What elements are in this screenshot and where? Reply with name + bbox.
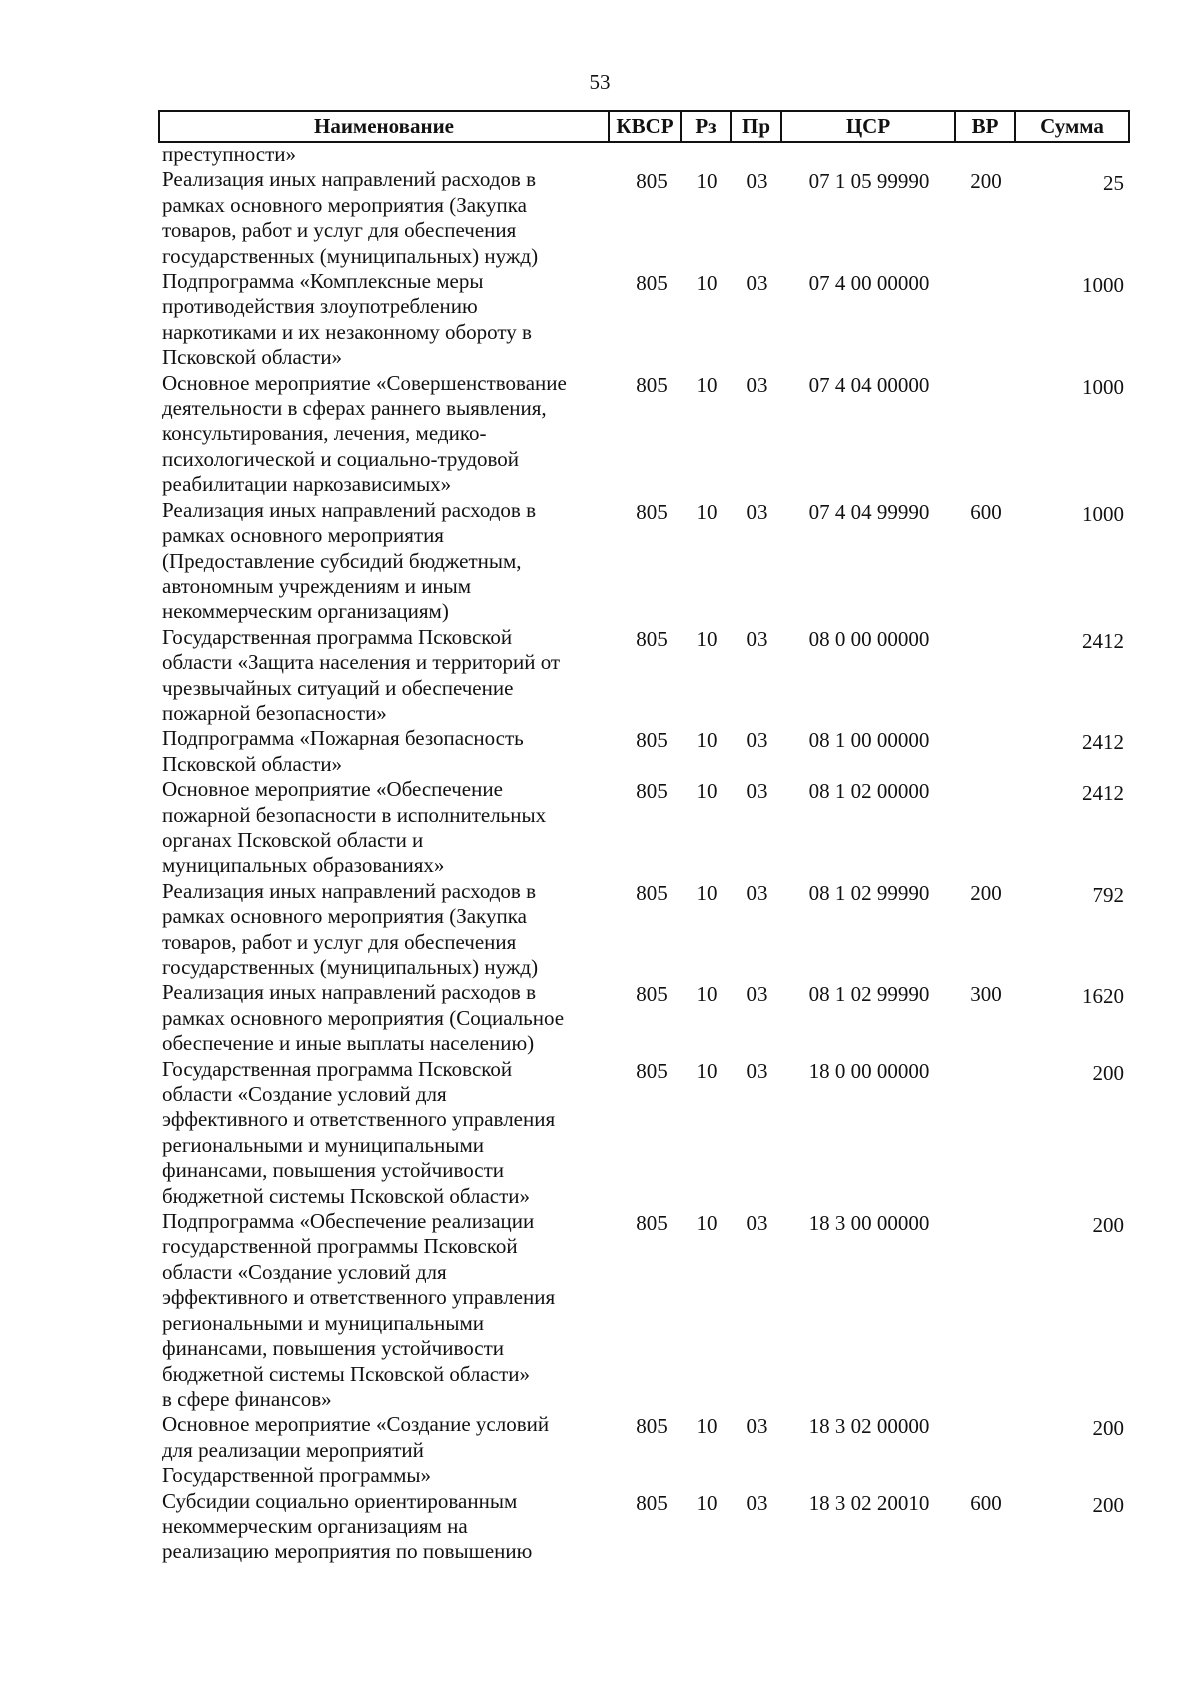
table-row (162, 167, 1122, 269)
row-rz: 10 (696, 1414, 718, 1439)
row-name: Субсидии социально ориентированным некоммерческим организациям на реализацию мероприятия по повышению (162, 1488, 533, 1564)
row-sum: 200 (1092, 1060, 1124, 1085)
row-kvsr: 805 (636, 372, 668, 397)
row-name: Подпрограмма «Пожарная безопасность Псковской области» (162, 726, 524, 776)
header-rz: Рз (682, 112, 732, 141)
row-name: Реализация иных направлений расходов в рамках основного мероприятия (Закупка товаров, работ и услуг для обеспечения государственных (муниципальных) нужд) (162, 167, 539, 268)
row-sum: 1000 (1082, 273, 1124, 298)
row-pr: 03 (746, 169, 768, 194)
row-kvsr: 805 (636, 1211, 668, 1236)
row-vr: 200 (970, 169, 1002, 194)
header-vr: ВР (956, 112, 1016, 141)
row-pr: 03 (746, 728, 768, 753)
header-sum: Сумма (1040, 114, 1104, 138)
row-name: Реализация иных направлений расходов в рамках основного мероприятия (Закупка товаров, работ и услуг для обеспечения государственных (муниципальных) нужд) (162, 878, 539, 979)
row-rz: 10 (696, 880, 718, 905)
table-header (158, 110, 1130, 143)
row-kvsr: 805 (636, 728, 668, 753)
row-vr: 300 (970, 982, 1002, 1007)
row-pr: 03 (746, 1414, 768, 1439)
row-pr: 03 (746, 1058, 768, 1083)
row-csr: 08 0 00 00000 (808, 626, 930, 651)
row-kvsr: 805 (636, 499, 668, 524)
row-csr: 08 1 02 99990 (808, 982, 930, 1007)
row-pr: 03 (746, 880, 768, 905)
row-name: Основное мероприятие «Обеспечение пожарной безопасности в исполнительных органах Псковской области и муниципальных образованиях» (162, 777, 547, 878)
row-sum: 2412 (1082, 781, 1124, 806)
row-pr: 03 (746, 982, 768, 1007)
row-csr: 08 1 02 99990 (808, 880, 930, 905)
row-rz: 10 (696, 1211, 718, 1236)
table-row (162, 269, 1122, 371)
table-row (162, 1209, 1122, 1412)
row-name: Реализация иных направлений расходов в рамках основного мероприятия (Социальное обеспечение и иные выплаты населению) (162, 980, 565, 1056)
header-name: Наименование (160, 112, 610, 141)
row-pr: 03 (746, 1211, 768, 1236)
table-row (162, 980, 1122, 1056)
row-sum: 792 (1092, 882, 1124, 907)
row-rz: 10 (696, 728, 718, 753)
table-row (162, 1489, 1122, 1565)
row-sum: 1620 (1082, 984, 1124, 1009)
header-kvsr: КВСР (610, 112, 682, 141)
row-rz: 10 (696, 1490, 718, 1515)
row-rz: 10 (696, 1058, 718, 1083)
table-row (162, 625, 1122, 727)
table-row (162, 777, 1122, 879)
row-csr: 08 1 02 00000 (808, 779, 930, 804)
row-name: преступности» (162, 142, 297, 166)
row-sum: 1000 (1082, 374, 1124, 399)
row-pr: 03 (746, 779, 768, 804)
table-row (162, 726, 1122, 777)
row-name: Государственная программа Псковской области «Создание условий для эффективного и ответственного управления региональными и муниципальными финансами, повышения устойчивости бюджетной системы Псковской области» (162, 1056, 556, 1208)
row-name: Основное мероприятие «Создание условий для реализации мероприятий Государственной программы» (162, 1412, 550, 1488)
row-sum: 200 (1092, 1213, 1124, 1238)
row-name: Подпрограмма «Комплексные меры противодействия злоупотреблению наркотиками и их незаконному обороту в Псковской области» (162, 269, 532, 370)
row-kvsr: 805 (636, 880, 668, 905)
row-kvsr: 805 (636, 779, 668, 804)
table-row (162, 142, 1122, 167)
row-rz: 10 (696, 271, 718, 296)
table-row (162, 371, 1122, 498)
row-csr: 18 3 00 00000 (808, 1211, 930, 1236)
row-name: Подпрограмма «Обеспечение реализации государственной программы Псковской области «Создание условий для эффективного и ответственного управления региональными и муниципальными финансами, повышения устойчивости бюджетной системы Псковской области» в сфере финансов» (162, 1209, 556, 1411)
row-csr: 07 4 04 99990 (808, 499, 930, 524)
row-vr: 200 (970, 880, 1002, 905)
row-sum: 200 (1092, 1492, 1124, 1517)
row-kvsr: 805 (636, 982, 668, 1007)
row-kvsr: 805 (636, 1490, 668, 1515)
table-body (162, 142, 1122, 1565)
row-rz: 10 (696, 779, 718, 804)
row-csr: 18 3 02 00000 (808, 1414, 930, 1439)
row-rz: 10 (696, 372, 718, 397)
row-pr: 03 (746, 271, 768, 296)
row-vr: 600 (970, 1490, 1002, 1515)
header-pr: Пр (732, 112, 782, 141)
row-sum: 1000 (1082, 501, 1124, 526)
row-rz: 10 (696, 626, 718, 651)
row-rz: 10 (696, 499, 718, 524)
table-row (162, 879, 1122, 981)
row-pr: 03 (746, 626, 768, 651)
row-rz: 10 (696, 982, 718, 1007)
table-row (162, 1057, 1122, 1209)
row-sum: 2412 (1082, 628, 1124, 653)
page-number: 53 (589, 70, 611, 94)
row-name: Государственная программа Псковской области «Защита населения и территорий от чрезвычайных ситуаций и обеспечение пожарной безопасности» (162, 624, 561, 725)
row-csr: 07 1 05 99990 (808, 169, 930, 194)
row-name: Основное мероприятие «Совершенствование деятельности в сферах раннего выявления, консультирования, лечения, медико- психологической и социально-трудовой реабилитации наркозависимых» (162, 370, 567, 497)
row-kvsr: 805 (636, 1058, 668, 1083)
table-row (162, 1412, 1122, 1488)
row-csr: 07 4 04 00000 (808, 372, 930, 397)
row-kvsr: 805 (636, 1414, 668, 1439)
row-name: Реализация иных направлений расходов в рамках основного мероприятия (Предоставление субсидий бюджетным, автономным учреждениям и иным некоммерческим организациям) (162, 497, 537, 624)
table-row (162, 498, 1122, 625)
row-rz: 10 (696, 169, 718, 194)
row-sum: 200 (1092, 1416, 1124, 1441)
row-sum: 25 (1103, 171, 1124, 196)
row-pr: 03 (746, 372, 768, 397)
header-csr: ЦСР (782, 112, 956, 141)
row-kvsr: 805 (636, 626, 668, 651)
row-sum: 2412 (1082, 730, 1124, 755)
row-kvsr: 805 (636, 169, 668, 194)
row-csr: 08 1 00 00000 (808, 728, 930, 753)
row-pr: 03 (746, 499, 768, 524)
row-csr: 07 4 00 00000 (808, 271, 930, 296)
row-csr: 18 3 02 20010 (808, 1490, 930, 1515)
row-kvsr: 805 (636, 271, 668, 296)
row-vr: 600 (970, 499, 1002, 524)
row-csr: 18 0 00 00000 (808, 1058, 930, 1083)
row-pr: 03 (746, 1490, 768, 1515)
